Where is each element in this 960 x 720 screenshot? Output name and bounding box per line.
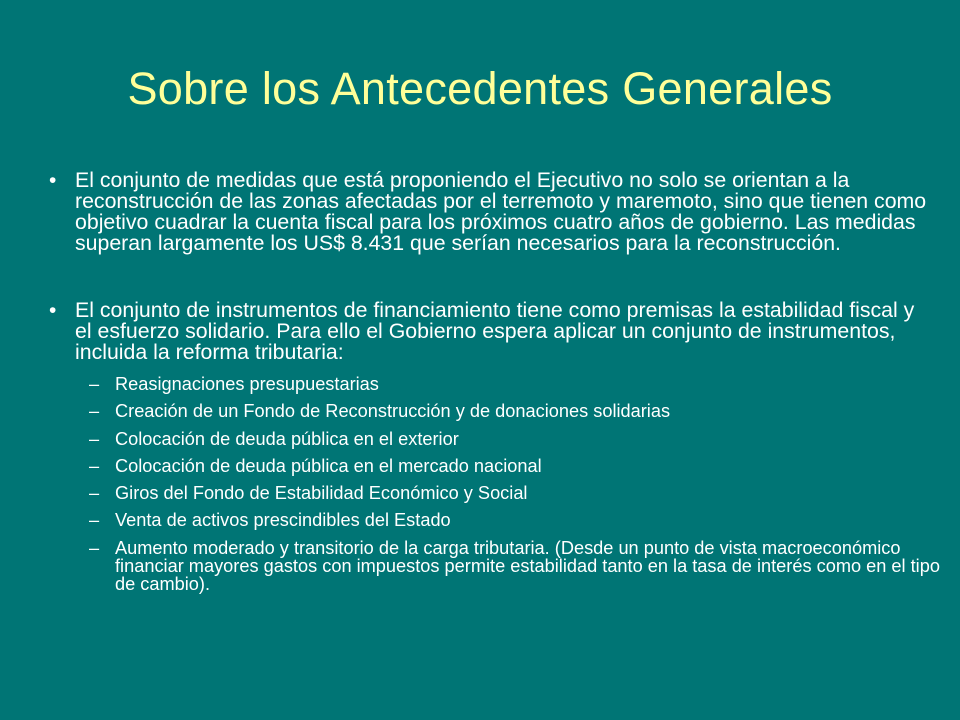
bullet-list [47, 168, 940, 602]
sub-bullet-item [89, 537, 954, 594]
slide-title: Sobre los Antecedentes Generales [127, 63, 833, 114]
bullet-item [47, 298, 940, 594]
sub-bullet-marker: – [89, 374, 100, 394]
sub-bullet-text: Giros del Fondo de Estabilidad Económico y Social [115, 483, 528, 504]
bullet-item [47, 170, 927, 254]
sub-bullet-marker: – [89, 510, 100, 531]
sub-bullet-marker: – [89, 537, 100, 558]
sub-bullet-marker: – [89, 428, 100, 449]
sub-bullet-list [75, 374, 940, 594]
sub-bullet-text: Venta de activos prescindibles del Estado [115, 510, 451, 531]
sub-bullet-item [89, 428, 954, 449]
bullet-marker: • [49, 169, 57, 192]
sub-bullet-text: Aumento moderado y transitorio de la carga tributaria. (Desde un punto de vista macroeconómico financiar mayores gastos con impuestos permite estabilidad tanto en la tasa de interés como en el tipo de cambio). [115, 537, 940, 594]
sub-bullet-item [89, 483, 954, 504]
sub-bullet-text: Colocación de deuda pública en el exterior [115, 428, 459, 449]
sub-bullet-item [89, 401, 954, 422]
sub-bullet-marker: – [89, 455, 100, 476]
bullet-text: El conjunto de instrumentos de financiamiento tiene como premisas la estabilidad fiscal y el esfuerzo solidario. Para ello el Gobierno espera aplicar un conjunto de instrumentos, incluida la reforma tributaria: [75, 298, 915, 364]
sub-bullet-text: Creación de un Fondo de Reconstrucción y de donaciones solidarias [115, 401, 671, 422]
sub-bullet-item [89, 374, 954, 394]
sub-bullet-item [89, 510, 954, 531]
sub-bullet-text: Colocación de deuda pública en el mercado nacional [115, 455, 542, 476]
sub-bullet-text: Reasignaciones presupuestarias [115, 374, 379, 394]
bullet-text: El conjunto de medidas que está proponiendo el Ejecutivo no solo se orientan a la reconstrucción de las zonas afectadas por el terremoto y maremoto, sino que tienen como objetivo cuadrar la cuenta fiscal para los próximos cuatro años de gobierno. Las medidas superan largamente los US$ 8.431 que serían necesarios para la reconstrucción. [75, 168, 927, 255]
sub-bullet-item [89, 455, 954, 476]
sub-bullet-marker: – [89, 483, 100, 504]
sub-bullet-marker: – [89, 401, 100, 422]
bullet-marker: • [49, 299, 57, 322]
